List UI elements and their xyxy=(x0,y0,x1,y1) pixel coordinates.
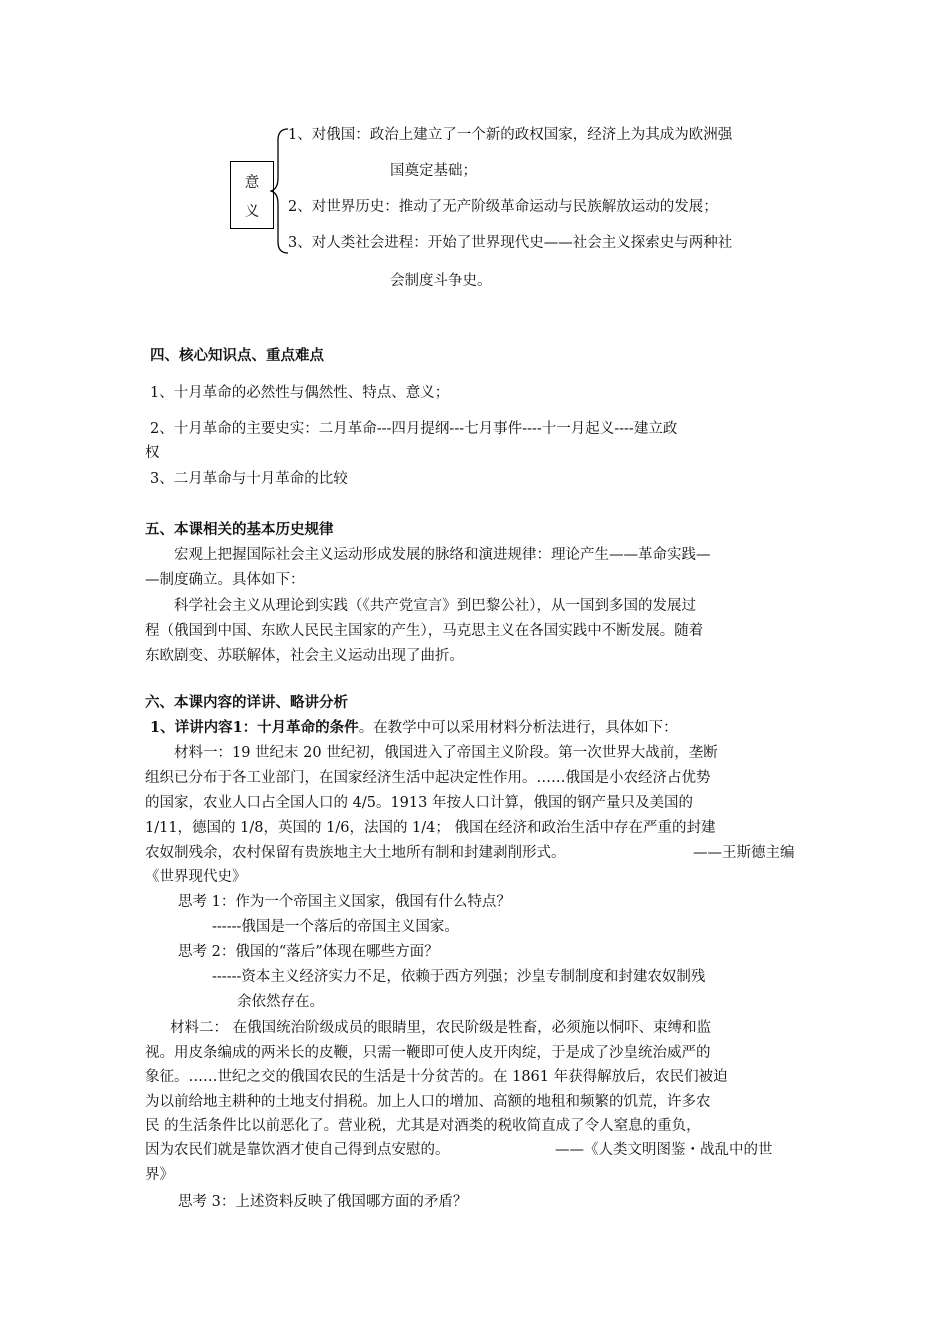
subheading-rest: 。在教学中可以采用材料分析法进行，具体如下： xyxy=(358,720,678,736)
material-2-source: ——《人类文明图鉴・战乱中的世 xyxy=(555,1142,773,1158)
significance-item-1-line-1: 1、对俄国：政治上建立了一个新的政权国家，经济上为其成为欧洲强 xyxy=(288,127,733,143)
material-2-line-1: 材料二： 在俄国统治阶级成员的眼睛里，农民阶级是牲畜，必须施以恫吓、束缚和监 xyxy=(170,1020,712,1036)
material-2-line-7: 界》 xyxy=(145,1167,174,1183)
material-1-line-1: 材料一：19 世纪末 20 世纪初，俄国进入了帝国主义阶段。第一次世界大战前，垄断 xyxy=(174,745,718,761)
section-5-para-2-line-3: 东欧剧变、苏联解体，社会主义运动出现了曲折。 xyxy=(145,648,464,664)
curly-brace-icon xyxy=(270,126,290,256)
section-5-para-1-line-1: 宏观上把握国际社会主义运动形成发展的脉络和演进规律：理论产生——革命实践— xyxy=(174,547,711,563)
answer-2-line-2: 余依然存在。 xyxy=(237,994,324,1010)
section-5-heading: 五、本课相关的基本历史规律 xyxy=(145,521,334,538)
material-1-line-5: 农奴制残余，农村保留有贵族地主大土地所有制和封建剥削形式。 xyxy=(145,845,566,861)
section-4-heading: 四、核心知识点、重点难点 xyxy=(150,347,324,364)
material-2-line-2: 视。用皮条编成的两米长的皮鞭，只需一鞭即可使人皮开肉绽，于是成了沙皇统治威严的 xyxy=(145,1045,711,1061)
box-label-yi1: 意 xyxy=(244,175,260,191)
material-1-line-6: 《世界现代史》 xyxy=(145,869,247,885)
material-2-line-3: 象征。……世纪之交的俄国农民的生活是十分贫苦的。在 1861 年获得解放后，农民们被迫 xyxy=(145,1069,728,1085)
answer-2-line-1: ------资本主义经济实力不足，依赖于西方列强；沙皇专制制度和封建农奴制残 xyxy=(212,969,706,985)
section-6-heading: 六、本课内容的详讲、略讲分析 xyxy=(145,694,348,711)
box-label-yi2: 义 xyxy=(244,204,260,220)
section-6-subheading xyxy=(150,718,678,738)
section-4-item-1: 1、十月革命的必然性与偶然性、特点、意义； xyxy=(150,385,450,401)
section-4-item-3: 3、二月革命与十月革命的比较 xyxy=(150,471,348,487)
significance-item-3-line-1: 3、对人类社会进程：开始了世界现代史——社会主义探索史与两种社 xyxy=(288,235,733,251)
answer-1: ------俄国是一个落后的帝国主义国家。 xyxy=(212,919,459,935)
material-2-line-6: 因为农民们就是靠饮酒才使自己得到点安慰的。 xyxy=(145,1142,450,1158)
section-5-para-2-line-1: 科学社会主义从理论到实践（《共产党宣言》到巴黎公社），从一国到多国的发展过 xyxy=(174,598,696,614)
section-4-item-2-line-2: 权 xyxy=(145,445,160,461)
section-5-para-2-line-2: 程（俄国到中国、东欧人民民主国家的产生），马克思主义在各国实践中不断发展。随着 xyxy=(145,623,704,639)
significance-item-1-line-2: 国奠定基础； xyxy=(390,163,477,179)
question-3: 思考 3：上述资料反映了俄国哪方面的矛盾？ xyxy=(178,1194,468,1210)
material-1-line-2: 组织已分布于各工业部门，在国家经济生活中起决定性作用。……俄国是小农经济占优势 xyxy=(145,770,711,786)
question-1: 思考 1：作为一个帝国主义国家，俄国有什么特点？ xyxy=(178,894,511,910)
material-1-line-3: 的国家，农业人口占全国人口的 4/5。1913 年按人口计算，俄国的钢产量只及美国的 xyxy=(145,795,693,811)
material-1-line-4: 1/11，德国的 1/8，英国的 1/6，法国的 1/4； 俄国在经济和政治生活中存在严重的封建 xyxy=(145,820,716,836)
significance-item-2: 2、对世界历史：推动了无产阶级革命运动与民族解放运动的发展； xyxy=(288,199,718,215)
section-4-item-2-line-1: 2、十月革命的主要史实：二月革命---四月提纲---七月事件----十一月起义----建立政 xyxy=(150,421,678,437)
question-2: 思考 2：俄国的“落后”体现在哪些方面？ xyxy=(178,944,439,960)
material-2-line-5: 民 的生活条件比以前恶化了。营业税，尤其是对酒类的税收简直成了令人窒息的重负， xyxy=(145,1118,701,1134)
subheading-bold: 1、详讲内容1：十月革命的条件 xyxy=(150,719,359,736)
significance-box xyxy=(230,161,274,229)
material-1-source: ——王斯德主编 xyxy=(693,845,795,861)
significance-item-3-line-2: 会制度斗争史。 xyxy=(390,273,492,289)
section-5-para-1-line-2: —制度确立。具体如下： xyxy=(145,572,305,588)
material-2-line-4: 为以前给地主耕种的土地支付捐税。加上人口的增加、高额的地租和频繁的饥荒，许多农 xyxy=(145,1094,711,1110)
